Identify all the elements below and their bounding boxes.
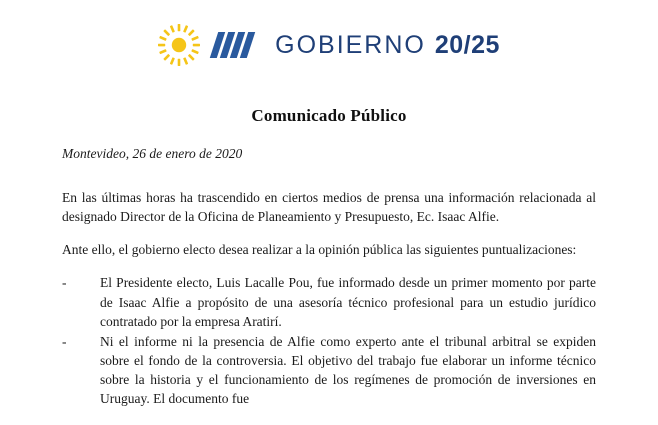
bullet-marker: - xyxy=(62,275,67,291)
wordmark-text: GOBIERNO xyxy=(275,30,435,59)
list-item xyxy=(62,273,596,330)
wordmark-year: 20/25 xyxy=(434,30,500,59)
page-title: Comunicado Público xyxy=(251,106,407,125)
government-logo-header xyxy=(62,0,596,84)
sun-icon xyxy=(158,24,200,66)
list-item-text: Ni el informe ni la presencia de Alfie como experto ante el tribunal arbitral se expiden sobre el fondo de la controversia. El objetivo del trabajo fue elaborar un informe técnico sobre la historia y el funcionamiento de los regímenes de promoción de inversiones en Uruguay. El documento fue xyxy=(100,333,596,407)
list-item-text: El Presidente electo, Luis Lacalle Pou, fue informado desde un primer momento por parte de Isaac Alfie a propósito de una asesoría técnico profesional para un estudio jurídico contratado por la empresa Aratirí. xyxy=(100,275,596,329)
bullet-list xyxy=(62,273,596,408)
wordmark xyxy=(275,30,500,59)
place-and-date: Montevideo, 26 de enero de 2020 xyxy=(62,146,243,161)
list-item xyxy=(62,332,596,409)
paragraph-1: En las últimas horas ha trascendido en ciertos medios de prensa una información relacionada al designado Director de la Oficina de Planeamiento y Presupuesto, Ec. Isaac Alfie. xyxy=(62,190,596,225)
slashes-icon xyxy=(214,32,251,58)
paragraph-2: Ante ello, el gobierno electo desea realizar a la opinión pública las siguientes puntualizaciones: xyxy=(62,242,577,258)
bullet-marker: - xyxy=(62,333,67,349)
